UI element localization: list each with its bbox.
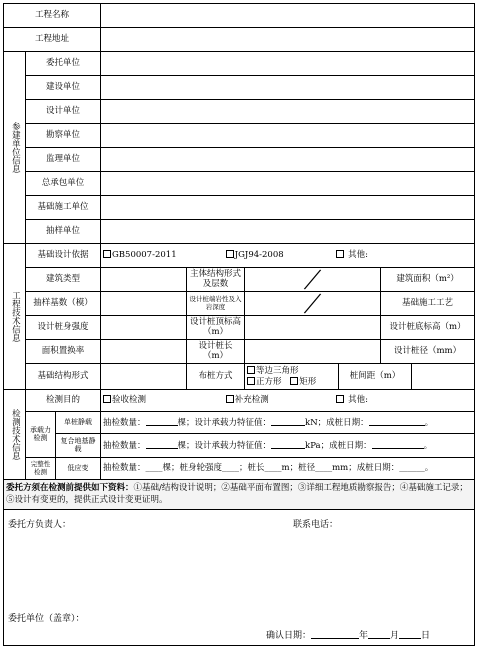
- option-other[interactable]: 其他:: [336, 250, 368, 260]
- party-field[interactable]: [101, 76, 475, 100]
- checkbox-icon: [247, 366, 255, 374]
- option-square[interactable]: 正方形: [247, 377, 282, 387]
- design-basis-options: [101, 244, 475, 268]
- pile-spacing-field[interactable]: [412, 364, 475, 390]
- responsible-label: 委托方负责人：: [8, 520, 72, 530]
- pile-diameter-label: 设计桩径（mm）: [381, 340, 475, 364]
- party-label: 建设单位: [26, 76, 101, 100]
- sample-base-field[interactable]: [101, 292, 187, 316]
- signature-area: [4, 510, 475, 646]
- document-requirement-note: [4, 480, 475, 510]
- purpose-label: 检测目的: [26, 390, 101, 412]
- static-load-field[interactable]: 抽检数量： 棵；设计承载力特征值： kN；成桩日期： 。: [101, 412, 475, 434]
- foundation-process-label: 基础施工工艺: [381, 292, 475, 316]
- layout-method-label: 布桩方式: [187, 364, 245, 390]
- checkbox-icon: [103, 250, 111, 258]
- party-field[interactable]: [101, 220, 475, 244]
- tech-group-label: 工程技术信息: [4, 244, 26, 390]
- purpose-options: [101, 390, 475, 412]
- testing-group-label: 检测技术信息: [4, 390, 26, 480]
- party-label: 抽样单位: [26, 220, 101, 244]
- checkbox-icon: [226, 395, 234, 403]
- party-field[interactable]: [101, 52, 475, 76]
- party-field[interactable]: [101, 124, 475, 148]
- project-name-field[interactable]: [101, 4, 475, 28]
- structure-floors-label: 主体结构形式及层数: [187, 268, 245, 292]
- layout-options: [245, 364, 339, 390]
- checkbox-icon: [103, 395, 111, 403]
- confirm-date[interactable]: 确认日期： 年 月 日: [266, 631, 431, 641]
- party-field[interactable]: [101, 100, 475, 124]
- pile-strength-field[interactable]: [101, 316, 187, 340]
- party-label: 监理单位: [26, 148, 101, 172]
- pile-length-label: 设计桩长（m）: [187, 340, 245, 364]
- entrustment-form: [3, 3, 475, 646]
- checkbox-icon: [247, 377, 255, 385]
- slash-separator: [245, 268, 380, 291]
- option-gb50007[interactable]: GB50007-2011: [103, 250, 223, 261]
- area-replacement-label: 面积置换率: [26, 340, 101, 364]
- party-label: 总承包单位: [26, 172, 101, 196]
- party-field[interactable]: [101, 196, 475, 220]
- seal-label: 委托单位（盖章）：: [8, 614, 85, 624]
- checkbox-icon: [336, 395, 344, 403]
- party-label: 勘察单位: [26, 124, 101, 148]
- note-body: ①基础/结构设计说明；②基础平面布置图；③详细工程地质勘察报告；④基础施工记录；⑤设计有变更的，提供正式设计变更证明。: [6, 482, 468, 505]
- checkbox-icon: [290, 377, 298, 385]
- option-jgj94[interactable]: JGJ94-2008: [226, 250, 334, 261]
- option-triangle[interactable]: 等边三角形: [247, 366, 336, 377]
- building-area-label: 建筑面积（m²）: [381, 268, 475, 292]
- pile-top-elev-label: 设计桩顶标高（m）: [187, 316, 245, 340]
- low-strain-field[interactable]: 抽检数量：____棵；桩身轮强度____；桩长____m；桩径____mm；成桩日期：______。: [101, 458, 475, 480]
- pile-bottom-elev-label: 设计桩底标高（m）: [381, 316, 475, 340]
- sample-base-label: 抽样基数（模）: [26, 292, 101, 316]
- static-load-label: 单桩静载: [56, 412, 101, 434]
- pile-spacing-label: 桩间距（m）: [339, 364, 412, 390]
- foundation-form-field[interactable]: [101, 364, 187, 390]
- composite-load-field[interactable]: 抽检数量： 棵；设计承载力特征值： kPa；成桩日期： 。: [101, 434, 475, 458]
- phone-label: 联系电话：: [293, 520, 339, 530]
- option-acceptance[interactable]: 验收检测: [103, 395, 223, 406]
- pile-length-field[interactable]: [245, 340, 381, 364]
- party-label: 基础施工单位: [26, 196, 101, 220]
- project-address-label: 工程地址: [4, 28, 101, 52]
- party-label: 委托单位: [26, 52, 101, 76]
- pile-strength-label: 设计桩身强度: [26, 316, 101, 340]
- parties-group-label: 参建单位信息: [4, 52, 26, 244]
- building-type-label: 建筑类型: [26, 268, 101, 292]
- pile-rock-label: 设计桩端岩性及入岩深度: [187, 292, 245, 316]
- area-replacement-field[interactable]: [101, 340, 187, 364]
- pile-top-elev-field[interactable]: [245, 316, 381, 340]
- slash-separator: [245, 292, 380, 315]
- capacity-group-label: 承载力检测: [26, 412, 56, 458]
- foundation-form-label: 基础结构形式: [26, 364, 101, 390]
- checkbox-icon: [336, 250, 344, 258]
- note-lead: 委托方须在检测前提供如下资料：: [6, 482, 134, 493]
- party-field[interactable]: [101, 148, 475, 172]
- composite-load-label: 复合地基静载: [56, 434, 101, 458]
- party-field[interactable]: [101, 172, 475, 196]
- party-label: 设计单位: [26, 100, 101, 124]
- project-name-label: 工程名称: [4, 4, 101, 28]
- option-supplement[interactable]: 补充检测: [226, 395, 334, 406]
- option-other[interactable]: 其他:: [336, 395, 368, 405]
- pile-rock-field[interactable]: [245, 292, 381, 316]
- checkbox-icon: [226, 250, 234, 258]
- building-type-field[interactable]: [101, 268, 187, 292]
- project-address-field[interactable]: [101, 28, 475, 52]
- design-basis-label: 基础设计依据: [26, 244, 101, 268]
- integrity-group-label: 完整性检测: [26, 458, 56, 480]
- low-strain-label: 低应变: [56, 458, 101, 480]
- structure-floors-field[interactable]: [245, 268, 381, 292]
- option-rectangle[interactable]: 矩形: [290, 377, 316, 387]
